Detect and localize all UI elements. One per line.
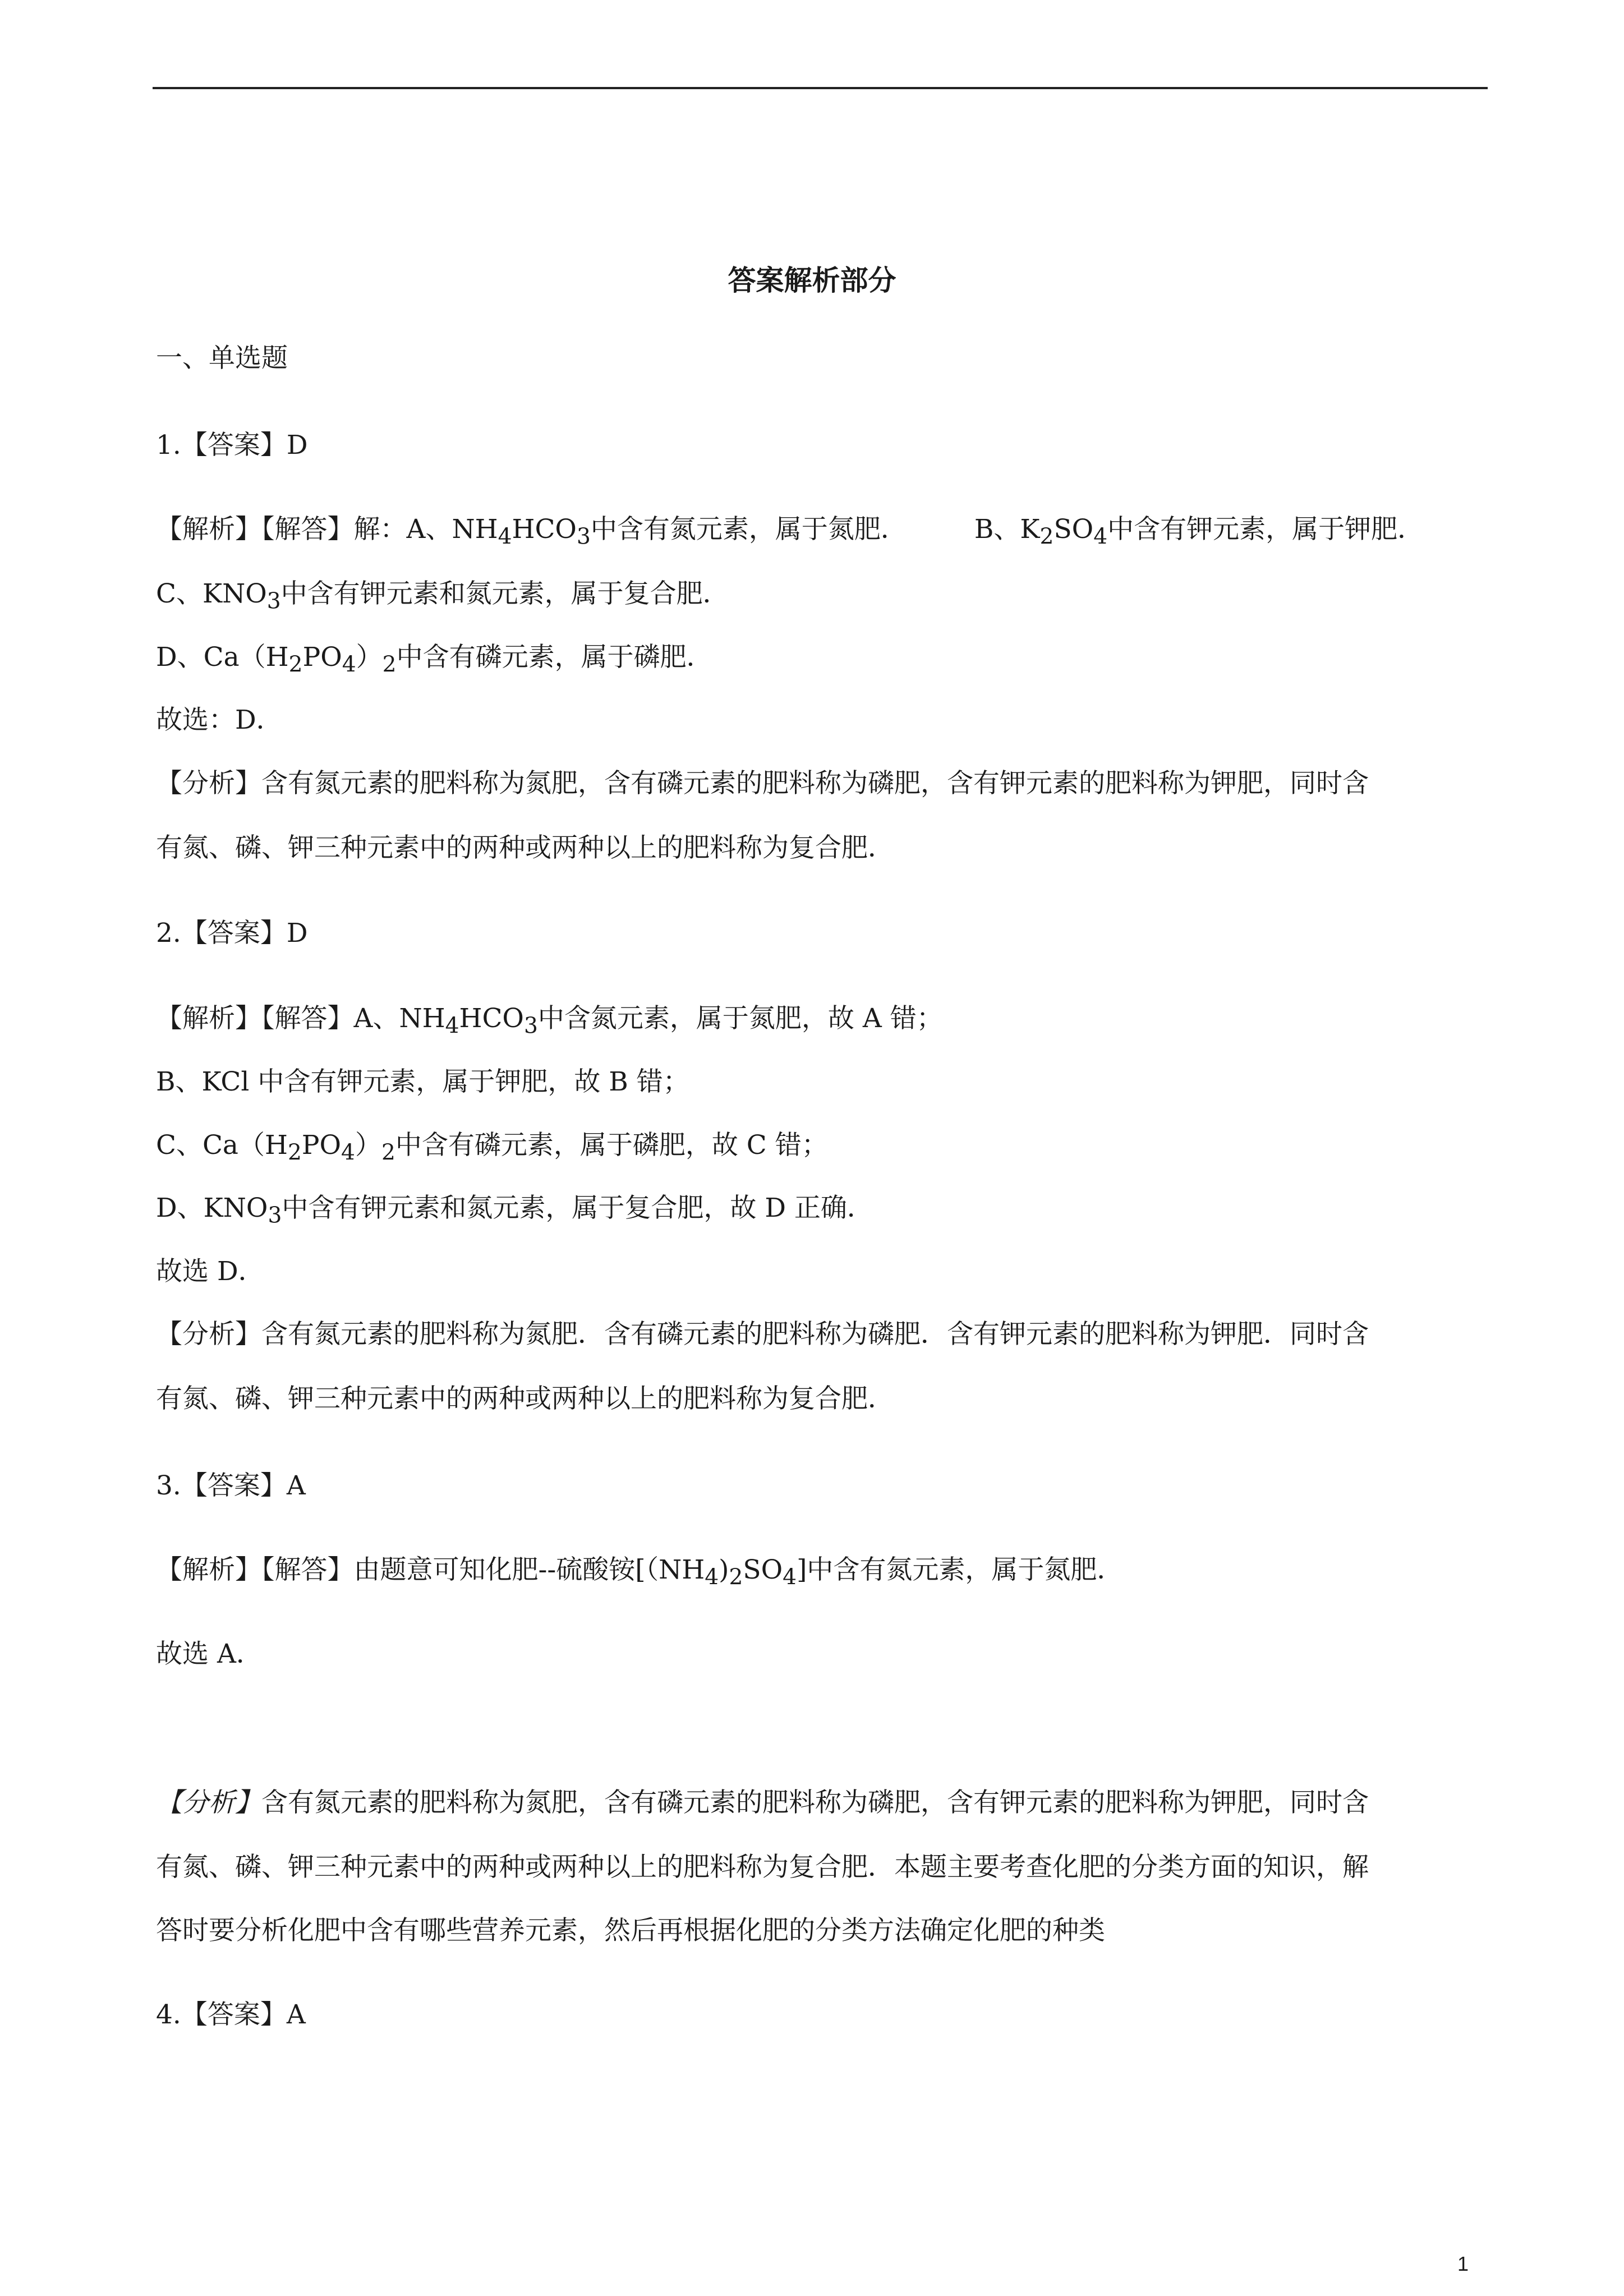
q2-answer: 2.【答案】D <box>156 918 308 949</box>
q1-explanation-line-1: 【分析】含有氮元素的肥料称为氮肥，含有磷元素的肥料称为磷肥，含有钾元素的肥料称为钾肥，同时含 <box>156 768 1369 799</box>
q4-answer: 4.【答案】A <box>156 1999 306 2030</box>
q1-analysis-line-1: 【解析】【解答】解：A、$NH_4HCO_3$中含有氮元素，属于氮肥． B、$K_2SO_4$中含有钾元素，属于钾肥． <box>156 514 1424 550</box>
q2-analysis-line-3: C、$Ca(H_2PO_4)_2$中含有磷元素，属于磷肥，故 C 错； <box>156 1130 828 1166</box>
q2-analysis-line-2: B、KCl 中含有钾元素，属于钾肥，故 B 错； <box>156 1066 689 1097</box>
q2-explanation-line-2: 有氮、磷、钾三种元素中的两种或两种以上的肥料称为复合肥． <box>156 1383 894 1414</box>
q3-explanation-line-3: 答时要分析化肥中含有哪些营养元素，然后再根据化肥的分类方法确定化肥的种类 <box>156 1915 1105 1946</box>
q2-choice: 故选 D． <box>156 1256 265 1287</box>
q3-analysis-line-1: 【解析】【解答】由题意可知化肥--硫酸铵$[(NH_4)_2SO_4]$中含有氮元素，属于氮肥． <box>156 1554 1124 1590</box>
header-rule <box>153 87 1488 89</box>
q2-explanation-line-1: 【分析】含有氮元素的肥料称为氮肥．含有磷元素的肥料称为磷肥．含有钾元素的肥料称为钾肥．同时含 <box>156 1319 1369 1350</box>
q3-explanation-line-2: 有氮、磷、钾三种元素中的两种或两种以上的肥料称为复合肥．本题主要考查化肥的分类方面的知识，解 <box>156 1852 1369 1883</box>
q1-answer: 1.【答案】D <box>156 430 308 461</box>
document-title: 答案解析部分 <box>728 264 896 297</box>
q3-answer: 3.【答案】A <box>156 1470 306 1501</box>
q1-analysis-line-2: C、$KNO_3$中含有钾元素和氮元素，属于复合肥． <box>156 578 729 614</box>
q1-analysis-line-3: D、$Ca(H_2PO_4)_2$中含有磷元素，属于磷肥． <box>156 642 713 678</box>
q2-analysis-line-4: D、$KNO_3$中含有钾元素和氮元素，属于复合肥，故 D 正确． <box>156 1193 873 1228</box>
page-number: 1 <box>1457 2252 1469 2275</box>
q1-explanation-line-2: 有氮、磷、钾三种元素中的两种或两种以上的肥料称为复合肥． <box>156 832 894 863</box>
q3-explanation-line-1: 【分析】含有氮元素的肥料称为氮肥，含有磷元素的肥料称为磷肥，含有钾元素的肥料称为钾肥，同时含 <box>156 1787 1369 1818</box>
q3-choice: 故选 A． <box>156 1639 263 1669</box>
q2-analysis-line-1: 【解析】【解答】A、$NH_4HCO_3$中含氮元素，属于氮肥，故 A 错； <box>156 1003 943 1039</box>
q1-choice: 故选：D． <box>156 705 283 735</box>
section-heading: 一、单选题 <box>156 343 288 374</box>
